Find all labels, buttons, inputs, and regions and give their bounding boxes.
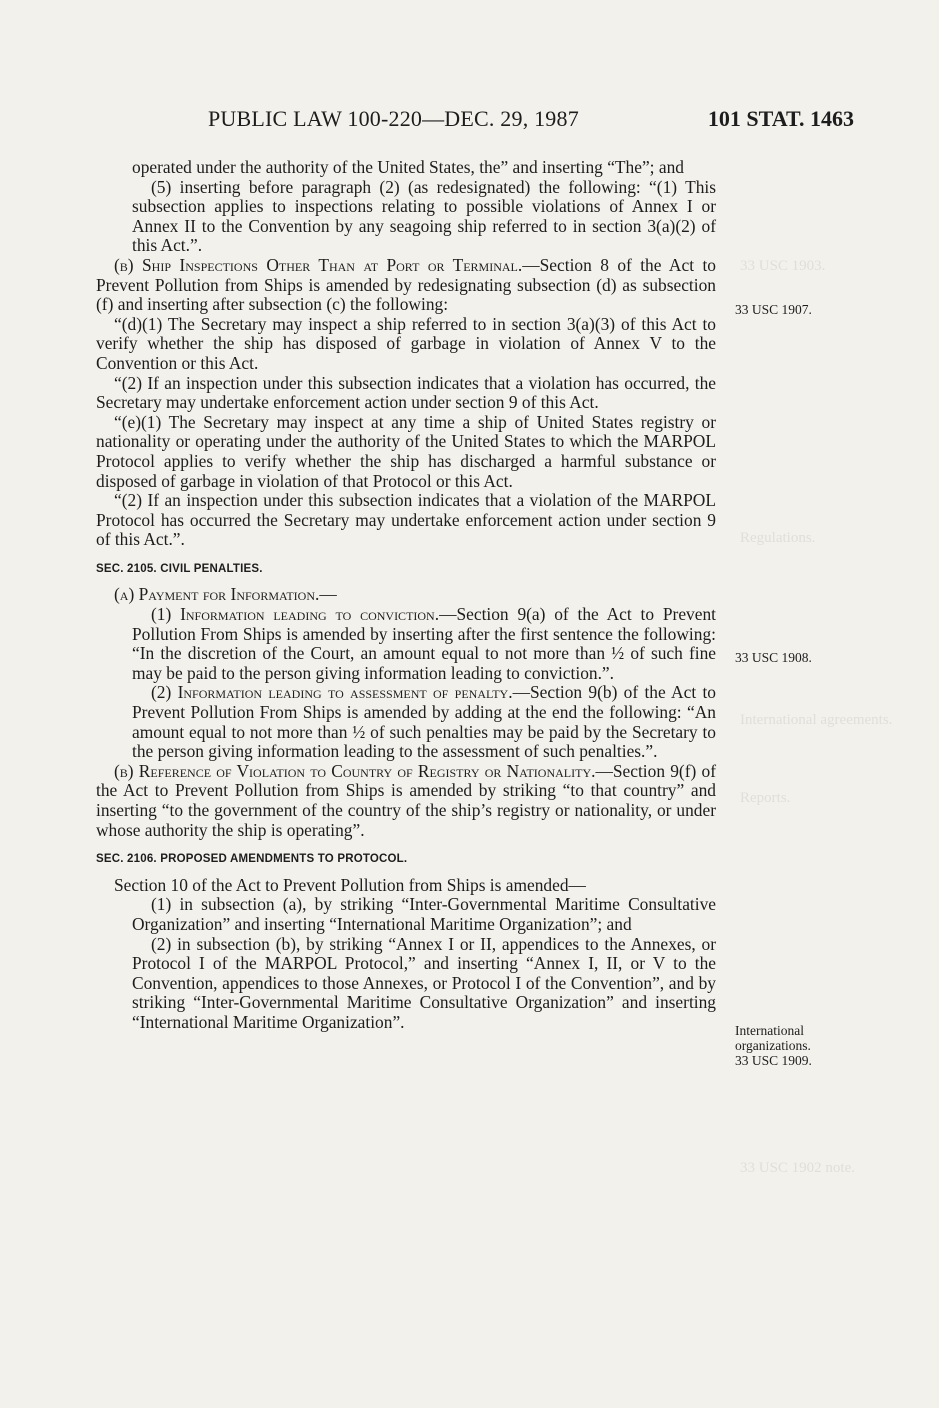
paragraph-text: —Section 8 of the Act to Prevent Pollution from Ships is amended by redesignating subsection (d) as subsection (f) and inserting after subsection (c) the following: xyxy=(96,254,716,315)
header-stat-page: 101 STAT. 1463 xyxy=(707,106,854,131)
subsection-heading: (b) Reference of Violation to Country of Registry or Nationality. xyxy=(114,760,596,781)
paragraph xyxy=(96,256,716,315)
bleed-through-text: 33 USC 1902 note. xyxy=(740,1160,856,1176)
section-heading: SEC. 2106. PROPOSED AMENDMENTS TO PROTOCOL. xyxy=(96,853,408,866)
margin-note-usc-1908: 33 USC 1908. xyxy=(735,650,812,665)
paragraph-text: —Section 9(b) of the Act to Prevent Pollution From Ships is amended by adding at the end the following: “An amount equal to not more than ½ of such penalties may be paid by the Secretary to the person giving information leading to the assessment of such penalties.”. xyxy=(132,682,716,762)
paragraph xyxy=(96,762,716,840)
header-public-law: PUBLIC LAW 100-220—DEC. 29, 1987 xyxy=(208,106,579,131)
margin-note-line: organizations. xyxy=(735,1038,811,1053)
margin-note-line: International xyxy=(735,1023,804,1038)
paragraph-heading: (2) Information leading to assessment of penalty. xyxy=(151,682,513,703)
page-header xyxy=(208,106,854,136)
paragraph xyxy=(96,683,716,761)
subsection-heading: (a) Payment for Information.— xyxy=(114,584,337,605)
paragraph: Section 10 of the Act to Prevent Pollution from Ships is amended— xyxy=(114,874,586,895)
paragraph: operated under the authority of the United States, the” and inserting “The”; and xyxy=(132,157,684,177)
bleed-through-text: 33 USC 1903. xyxy=(740,258,826,274)
margin-note-line: 33 USC 1909. xyxy=(735,1053,812,1068)
bleed-through-text: International agreements. xyxy=(740,712,893,728)
paragraph-text: —Section 9(f) of the Act to Prevent Pollution from Ships is amended by striking “to that country” and inserting “to the government of the country of the ship’s registry or nationality, or under whose authority the ship is operating”. xyxy=(96,760,716,840)
paragraph-heading: (1) Information leading to conviction. xyxy=(151,604,440,625)
paragraph: “(2) If an inspection under this subsection indicates that a violation of the MARPOL Protocol has occurred the Secretary may undertake enforcement action under section 9 of this Act.”. xyxy=(96,490,716,550)
body-text xyxy=(96,158,716,1033)
section-heading: SEC. 2105. CIVIL PENALTIES. xyxy=(96,562,263,575)
margin-note-usc-1907: 33 USC 1907. xyxy=(735,302,812,317)
bleed-through-text: Regulations. xyxy=(740,530,816,546)
paragraph: (5) inserting before paragraph (2) (as redesignated) the following: “(1) This subsection applies to inspections relating to possible violations of Annex I or Annex II to the Convention by any seagoing ship referred to in section 3(a)(2) of this Act.”. xyxy=(132,176,716,256)
paragraph-text: —Section 9(a) of the Act to Prevent Pollution From Ships is amended by inserting after the first sentence the following: “In the discretion of the Court, an amount equal to not more than ½ of such fine may be paid to the person giving information leading to conviction.”. xyxy=(132,604,716,683)
paragraph: (2) in subsection (b), by striking “Annex I or II, appendices to the Annexes, or Protocol I of the MARPOL Protocol,” and inserting “Annex I, II, or V to the Convention, appendices to those Annexes, or Protocol I of the Convention”, and by striking “Inter-Governmental Maritime Consultative Organization” and inserting “International Maritime Organization”. xyxy=(132,933,716,1032)
paragraph: “(e)(1) The Secretary may inspect at any time a ship of United States registry or nationality or operating under the authority of the United States to which the MARPOL Protocol applies to verify whether the ship has discharged a harmful substance or disposed of garbage in violation of that Protocol or this Act. xyxy=(96,411,716,491)
bleed-through-text: Reports. xyxy=(740,790,791,806)
paragraph: “(d)(1) The Secretary may inspect a ship referred to in section 3(a)(3) of this Act to verify whether the ship has disposed of garbage in violation of Annex V to the Convention or this Act. xyxy=(96,313,716,373)
paragraph xyxy=(96,605,716,683)
paragraph: (1) in subsection (a), by striking “Inter-Governmental Maritime Consultative Organization” and inserting “International Maritime Organization”; and xyxy=(132,894,716,934)
margin-note-international-orgs xyxy=(735,1023,812,1068)
paragraph: “(2) If an inspection under this subsection indicates that a violation has occurred, the Secretary may undertake enforcement action under section 9 of this Act. xyxy=(96,372,716,413)
subsection-heading: (b) Ship Inspections Other Than at Port or Terminal. xyxy=(114,254,523,275)
